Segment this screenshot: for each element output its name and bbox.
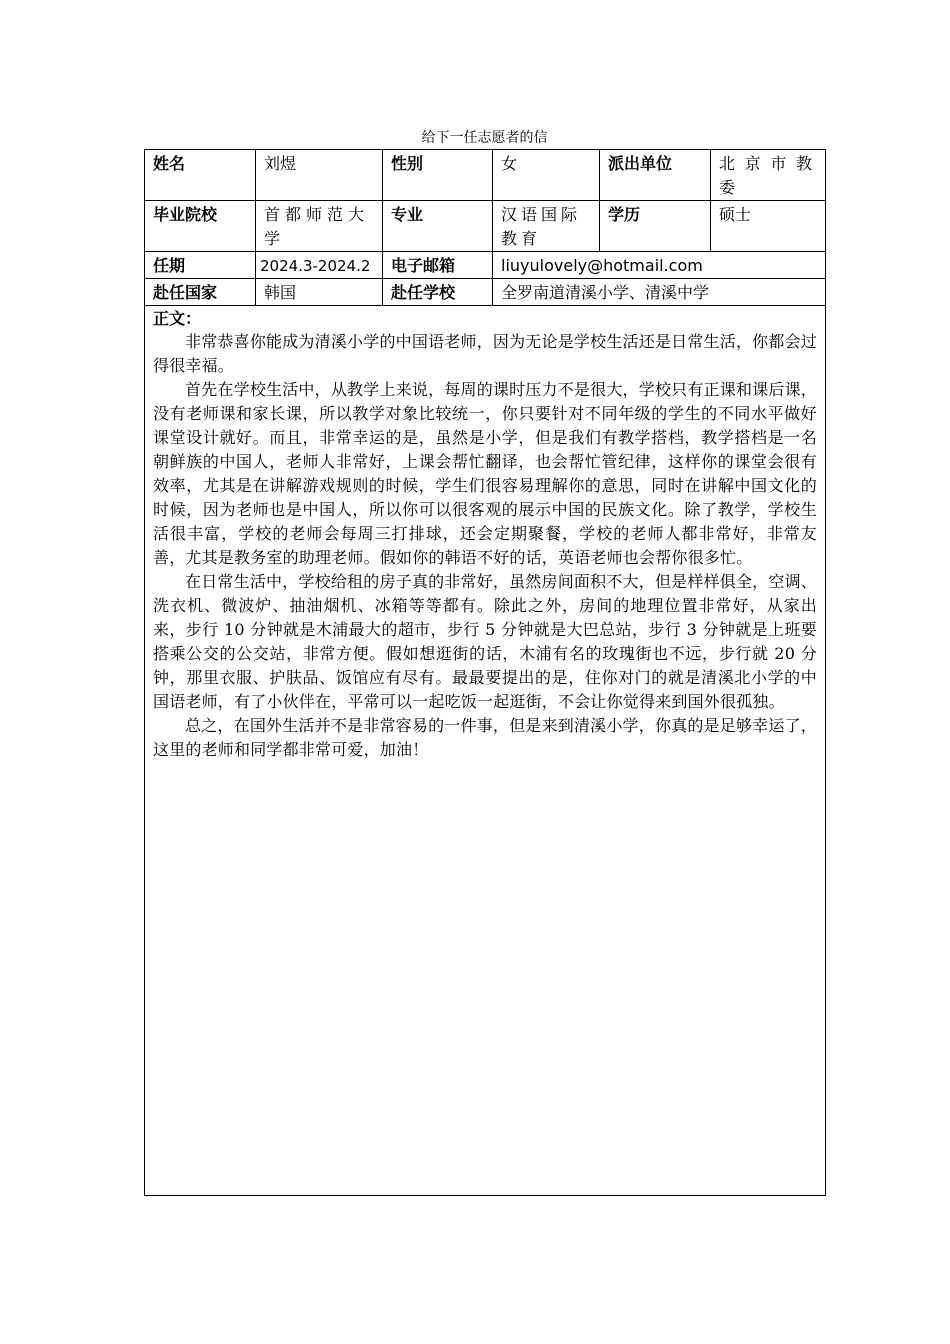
term-label: 任期 (145, 252, 256, 279)
paragraph-2: 首先在学校生活中，从教学上来说，每周的课时压力不是很大，学校只有正课和课后课，没有老师课和家长课，所以教学对象比较统一，你只要针对不同年级的学生的不同水平做好课堂设计就好。而且，非常幸运的是，虽然是小学，但是我们有教学搭档，教学搭档是一名朝鲜族的中国人，老师人非常好，上课会帮忙翻译，也会帮忙管纪律，这样你的课堂会很有效率，尤其是在讲解游戏规则的时候，学生们很容易理解你的意思，同时在讲解中国文化的时候，因为老师也是中国人，所以你可以很客观的展示中国的民族文化。除了教学，学校生活很丰富，学校的老师会每周三打排球，还会定期聚餐，学校的老师人都非常好，非常友善，尤其是教务室的助理老师。假如你的韩语不好的话，英语老师也会帮你很多忙。 (153, 380, 817, 567)
degree-value: 硕士 (711, 201, 826, 252)
volunteer-info-table (144, 149, 826, 1196)
paragraph-3: 在日常生活中，学校给租的房子真的非常好，虽然房间面积不大，但是样样俱全，空调、洗衣机、微波炉、抽油烟机、冰箱等等都有。除此之外，房间的地理位置非常好，从家出来，步行 10 分钟就是木浦最大的超市，步行 5 分钟就是大巴总站，步行 3 分钟就是上班要搭乘公交的公交站，非常方便。假如想逛街的话，木浦有名的玫瑰街也不远，步行就 20 分钟，那里衣服、护肤品、饭馆应有尽有。最最要提出的是，住你对门的就是清溪北小学的中国语老师，有了小伙伴在，平常可以一起吃饭一起逛街，不会让你觉得来到国外很孤独。 (153, 572, 817, 711)
row-country (145, 279, 826, 306)
row-school (145, 201, 826, 252)
major-label: 专业 (383, 201, 493, 252)
gender-value: 女 (493, 150, 600, 201)
row-term (145, 252, 826, 279)
term-value: 2024.3-2024.2 (256, 252, 383, 279)
unit-value: 北京市教委 (711, 150, 826, 201)
email-label: 电子邮箱 (383, 252, 493, 279)
name-label: 姓名 (145, 150, 256, 201)
row-name (145, 150, 826, 201)
post-label: 赴任学校 (383, 279, 493, 306)
email-value: liuyulovely@hotmail.com (493, 252, 826, 279)
unit-label: 派出单位 (600, 150, 711, 201)
document-title: 给下一任志愿者的信 (421, 130, 548, 146)
country-value: 韩国 (256, 279, 383, 306)
major-value: 汉语国际教育 (493, 201, 600, 252)
school-label: 毕业院校 (145, 201, 256, 252)
degree-label: 学历 (600, 201, 711, 252)
letter-body (145, 306, 826, 1196)
paragraph-4: 总之，在国外生活并不是非常容易的一件事，但是来到清溪小学，你真的是足够幸运了，这里的老师和同学都非常可爱，加油！ (153, 716, 817, 759)
school-value: 首都师范大学 (256, 201, 383, 252)
row-body (145, 306, 826, 1196)
body-label: 正文： (153, 309, 202, 328)
gender-label: 性别 (383, 150, 493, 201)
paragraph-1: 非常恭喜你能成为清溪小学的中国语老师，因为无论是学校生活还是日常生活，你都会过得很幸福。 (153, 332, 817, 375)
post-value: 全罗南道清溪小学、清溪中学 (493, 279, 826, 306)
country-label: 赴任国家 (145, 279, 256, 306)
name-value: 刘煜 (256, 150, 383, 201)
